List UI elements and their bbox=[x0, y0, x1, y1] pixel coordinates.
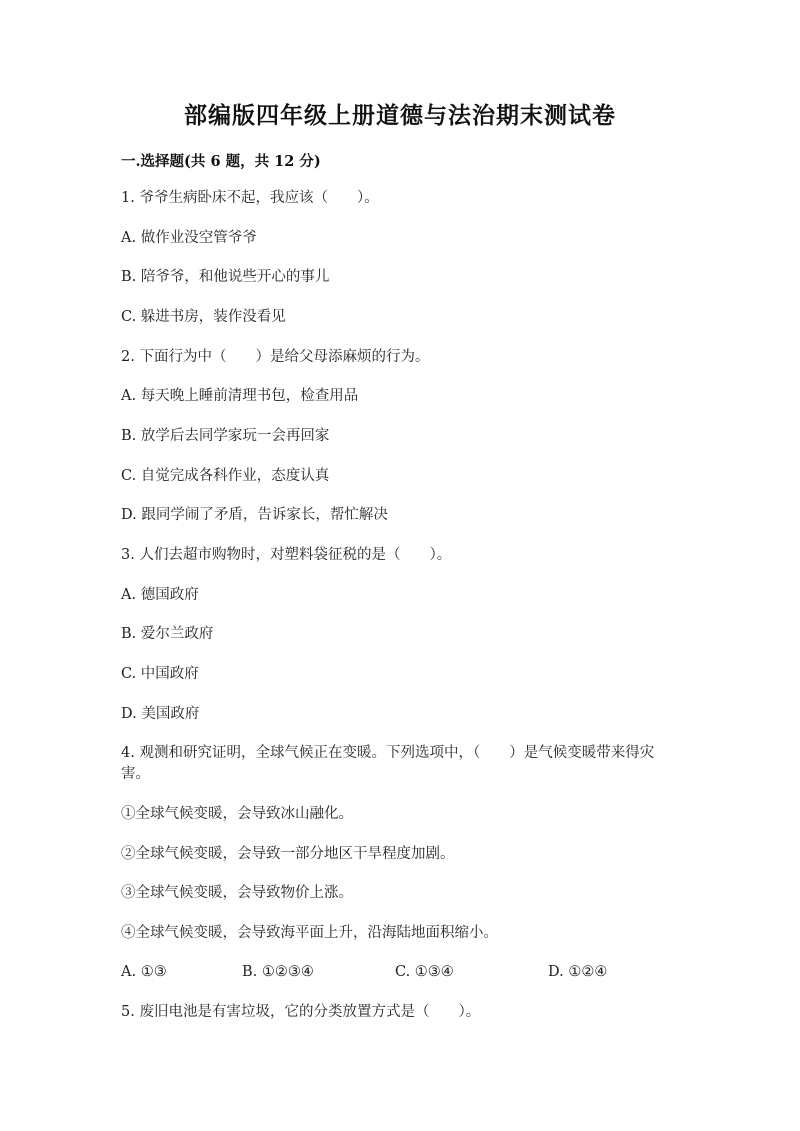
question-4-statement-2: ②全球气候变暖，会导致一部分地区干旱程度加剧。 bbox=[121, 846, 455, 862]
question-2-option-b: B. 放学后去同学家玩一会再回家 bbox=[121, 428, 330, 444]
question-3-option-c: C. 中国政府 bbox=[121, 666, 199, 682]
question-4-option-c: C. ①③④ bbox=[395, 964, 454, 980]
question-3-option-d: D. 美国政府 bbox=[121, 706, 200, 722]
question-4-option-d: D. ①②④ bbox=[548, 964, 608, 980]
question-1-option-b: B. 陪爷爷，和他说些开心的事儿 bbox=[121, 269, 330, 285]
question-2-option-d: D. 跟同学闹了矛盾，告诉家长，帮忙解决 bbox=[121, 507, 388, 523]
question-2-option-c: C. 自觉完成各科作业，态度认真 bbox=[121, 468, 330, 484]
question-3-stem: 3. 人们去超市购物时，对塑料袋征税的是（ ）。 bbox=[121, 547, 452, 563]
question-4-option-b: B. ①②③④ bbox=[242, 964, 314, 980]
question-1-stem: 1. 爷爷生病卧床不起，我应该（ ）。 bbox=[121, 190, 379, 206]
question-4-stem: 4. 观测和研究证明，全球气候正在变暖。下列选项中，（ ）是气候变暖带来得灾害。 bbox=[121, 745, 655, 782]
question-3-option-b: B. 爱尔兰政府 bbox=[121, 626, 214, 642]
question-1-option-a: A. 做作业没空管爷爷 bbox=[121, 230, 257, 246]
question-5-stem: 5. 废旧电池是有害垃圾，它的分类放置方式是（ ）。 bbox=[121, 1004, 481, 1020]
question-2-stem: 2. 下面行为中（ ）是给父母添麻烦的行为。 bbox=[121, 349, 430, 365]
page-title: 部编版四年级上册道德与法治期末测试卷 bbox=[184, 102, 616, 129]
question-1-option-c: C. 躲进书房，装作没看见 bbox=[121, 309, 286, 325]
question-4-statement-1: ①全球气候变暖，会导致冰山融化。 bbox=[121, 806, 353, 822]
question-4-option-a: A. ①③ bbox=[121, 964, 167, 980]
question-4-statement-3: ③全球气候变暖，会导致物价上涨。 bbox=[121, 885, 353, 901]
section-heading: 一.选择题(共 6 题，共 12 分) bbox=[121, 153, 321, 170]
question-2-option-a: A. 每天晚上睡前清理书包，检查用品 bbox=[121, 388, 359, 404]
question-4-statement-4: ④全球气候变暖，会导致海平面上升，沿海陆地面积缩小。 bbox=[121, 925, 498, 941]
question-3-option-a: A. 德国政府 bbox=[121, 587, 199, 603]
